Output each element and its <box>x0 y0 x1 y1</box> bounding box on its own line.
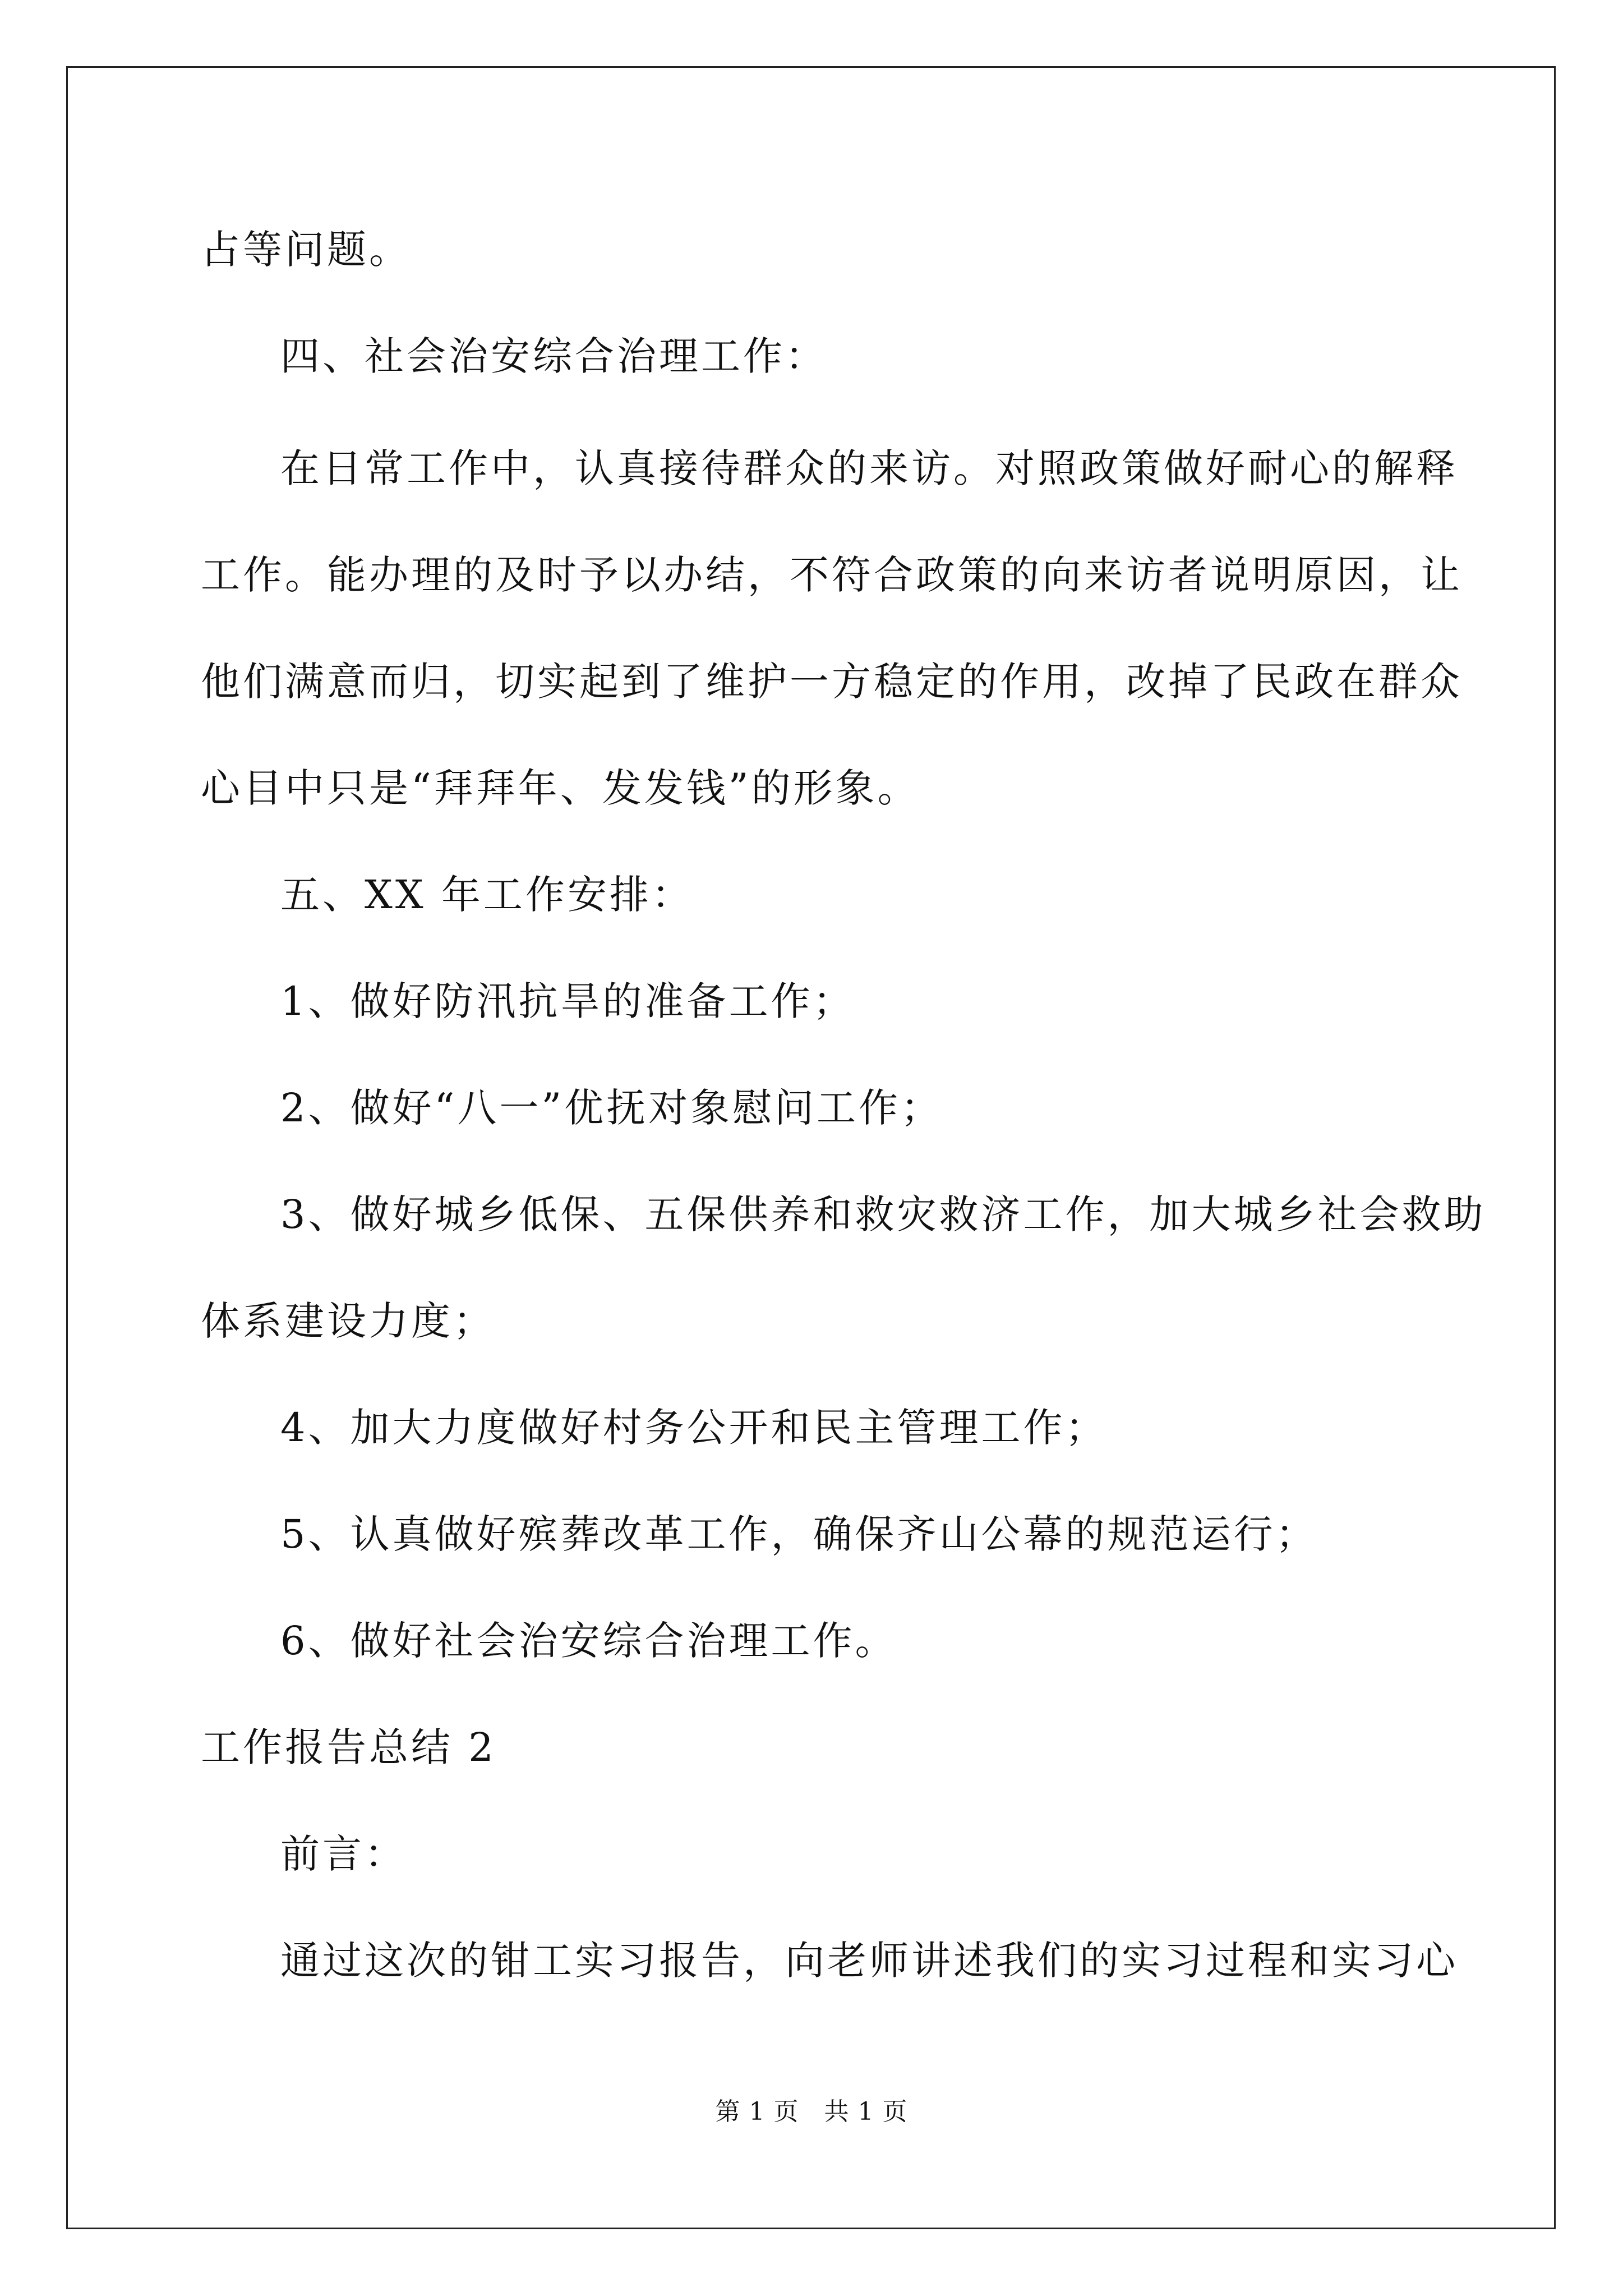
list-item-5: 5、认真做好殡葬改革工作，确保齐山公幕的规范运行； <box>280 1511 1318 1557</box>
list-item-3-continued: 体系建设力度； <box>201 1298 495 1344</box>
body-line-17: 通过这次的钳工实习报告，向老师讲述我们的实习过程和实习心 <box>280 1938 1458 1984</box>
list-item-4: 4、加大力度做好村务公开和民主管理工作； <box>280 1405 1108 1451</box>
body-line-5: 他们满意而归，切实起到了维护一方稳定的作用，改掉了民政在群众 <box>201 659 1463 705</box>
report-title: 工作报告总结 2 <box>201 1724 496 1770</box>
body-line-6: 心目中只是“拜拜年、发发钱”的形象。 <box>201 765 920 811</box>
list-item-3: 3、做好城乡低保、五保供养和救灾救济工作，加大城乡社会救助 <box>280 1191 1486 1237</box>
body-line-3: 在日常工作中，认真接待群众的来访。对照政策做好耐心的解释 <box>280 445 1458 491</box>
list-item-1: 1、做好防汛抗旱的准备工作； <box>280 978 855 1024</box>
page-border <box>66 66 1556 2229</box>
body-line-1: 占等问题。 <box>201 227 411 273</box>
list-item-2: 2、做好“八一”优抚对象慰问工作； <box>280 1085 943 1131</box>
section-heading-4: 四、社会治安综合治理工作： <box>280 333 827 379</box>
body-line-4: 工作。能办理的及时予以办结，不符合政策的向来访者说明原因，让 <box>201 552 1463 598</box>
list-item-6: 6、做好社会治安综合治理工作。 <box>280 1618 897 1664</box>
preface-heading: 前言： <box>280 1831 407 1877</box>
page-footer: 第 1 页 共 1 页 <box>715 2097 908 2126</box>
section-heading-5: 五、XX 年工作安排： <box>280 872 694 918</box>
